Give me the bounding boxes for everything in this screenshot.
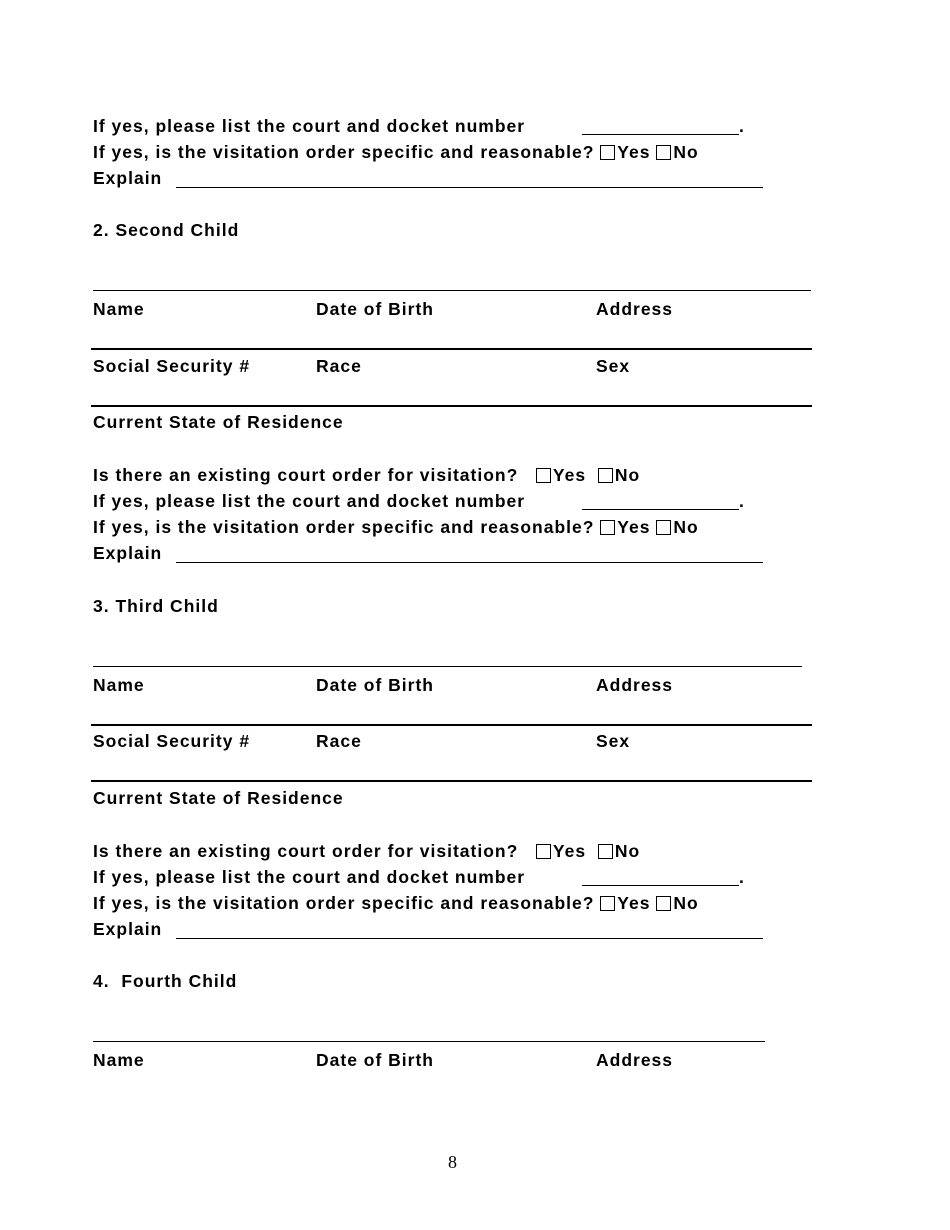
no-label: No — [673, 517, 699, 537]
ssn-label: Social Security # — [93, 356, 251, 376]
no-checkbox[interactable] — [656, 145, 671, 160]
docket-field[interactable] — [582, 885, 739, 886]
name-label: Name — [93, 1050, 145, 1070]
race-label: Race — [316, 731, 362, 751]
docket-label: If yes, please list the court and docket number — [93, 116, 526, 136]
docket-label: If yes, please list the court and docket number — [93, 491, 526, 511]
ssn-label: Social Security # — [93, 731, 251, 751]
dob-label: Date of Birth — [316, 1050, 434, 1070]
name-label: Name — [93, 675, 145, 695]
residence-field[interactable] — [91, 405, 812, 407]
yes-checkbox[interactable] — [536, 844, 551, 859]
docket-end: . — [739, 116, 745, 136]
sex-label: Sex — [596, 356, 631, 376]
dob-label: Date of Birth — [316, 299, 434, 319]
court-order-line — [93, 465, 640, 485]
name-field[interactable] — [93, 666, 802, 667]
residence-field[interactable] — [91, 780, 812, 782]
name-label: Name — [93, 299, 145, 319]
reasonable-line — [93, 517, 699, 537]
child-heading: 4. Fourth Child — [93, 971, 238, 991]
name-field[interactable] — [93, 1041, 765, 1042]
no-checkbox[interactable] — [598, 844, 613, 859]
no-label: No — [673, 142, 699, 162]
no-checkbox[interactable] — [598, 468, 613, 483]
court-order-question: Is there an existing court order for visitation? — [93, 841, 519, 861]
yes-label: Yes — [617, 893, 651, 913]
court-order-question: Is there an existing court order for visitation? — [93, 465, 519, 485]
explain-field[interactable] — [176, 562, 763, 563]
sex-label: Sex — [596, 731, 631, 751]
court-order-line — [93, 841, 640, 861]
docket-end: . — [739, 867, 745, 887]
explain-label: Explain — [93, 919, 163, 939]
address-label: Address — [596, 675, 674, 695]
docket-field[interactable] — [582, 134, 739, 135]
race-label: Race — [316, 356, 362, 376]
docket-label: If yes, please list the court and docket number — [93, 867, 526, 887]
docket-field[interactable] — [582, 509, 739, 510]
reasonable-label: If yes, is the visitation order specific and reasonable? — [93, 517, 595, 537]
yes-checkbox[interactable] — [600, 520, 615, 535]
yes-label: Yes — [617, 142, 651, 162]
explain-field[interactable] — [176, 938, 763, 939]
ssn-field[interactable] — [91, 348, 812, 350]
yes-checkbox[interactable] — [536, 468, 551, 483]
explain-field[interactable] — [176, 187, 763, 188]
child-heading: 2. Second Child — [93, 220, 240, 240]
explain-label: Explain — [93, 168, 163, 188]
name-field[interactable] — [93, 290, 811, 291]
yes-checkbox[interactable] — [600, 896, 615, 911]
reasonable-line — [93, 142, 699, 162]
no-label: No — [673, 893, 699, 913]
reasonable-line — [93, 893, 699, 913]
child-heading: 3. Third Child — [93, 596, 219, 616]
address-label: Address — [596, 1050, 674, 1070]
dob-label: Date of Birth — [316, 675, 434, 695]
residence-label: Current State of Residence — [93, 412, 344, 432]
yes-label: Yes — [552, 841, 587, 861]
no-checkbox[interactable] — [656, 520, 671, 535]
docket-line — [93, 116, 525, 136]
page-number: 8 — [448, 1152, 457, 1172]
address-label: Address — [596, 299, 674, 319]
reasonable-label: If yes, is the visitation order specific and reasonable? — [93, 893, 595, 913]
ssn-field[interactable] — [91, 724, 812, 726]
reasonable-label: If yes, is the visitation order specific and reasonable? — [93, 142, 595, 162]
no-checkbox[interactable] — [656, 896, 671, 911]
no-label: No — [614, 841, 641, 861]
docket-end: . — [739, 491, 745, 511]
yes-label: Yes — [552, 465, 587, 485]
no-label: No — [614, 465, 641, 485]
residence-label: Current State of Residence — [93, 788, 344, 808]
yes-checkbox[interactable] — [600, 145, 615, 160]
yes-label: Yes — [617, 517, 651, 537]
explain-label: Explain — [93, 543, 163, 563]
